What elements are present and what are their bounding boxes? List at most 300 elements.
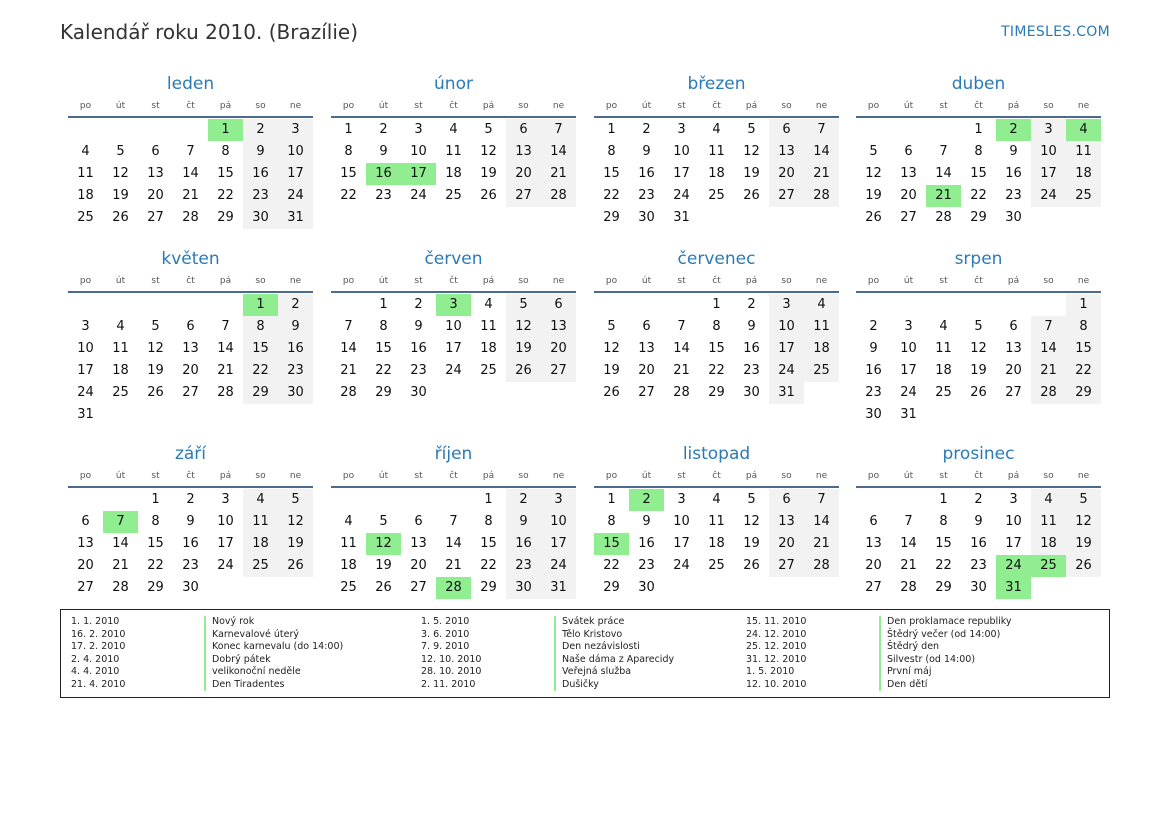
legend-holiday-name: Veřejná služba <box>562 666 632 677</box>
day-cell: 30 <box>182 580 199 595</box>
day-cell: 4 <box>449 122 458 137</box>
day-cell: 3 <box>278 119 313 141</box>
legend-holiday-name: Karnevalové úterý <box>212 628 299 640</box>
empty-cell <box>366 489 401 511</box>
month-7 <box>594 247 839 404</box>
day-cell: 17 <box>278 163 313 185</box>
day-cell: 27 <box>900 210 917 225</box>
month-name: únor <box>434 74 473 94</box>
day-cell: 13 <box>410 536 427 551</box>
day-cell: 18 <box>935 363 952 378</box>
day-cell: 17 <box>1005 536 1022 551</box>
day-cell: 16 <box>243 163 278 185</box>
day-cell: 5 <box>747 122 756 137</box>
day-cell: 18 <box>112 363 129 378</box>
day-cell: 13 <box>147 166 164 181</box>
legend-column <box>736 616 1087 691</box>
legend-date: 4. 4. 2010 <box>71 666 120 677</box>
holiday-color-marker <box>554 654 556 667</box>
empty-cell <box>138 294 173 316</box>
legend-row <box>411 641 762 654</box>
day-cell: 2 <box>186 492 195 507</box>
day-cell: 25 <box>243 555 278 577</box>
day-cell: 6 <box>186 319 195 334</box>
legend-row <box>411 629 762 642</box>
brand-logo-text[interactable]: TIMESLES.COM <box>1001 24 1110 40</box>
day-cell: 25 <box>112 385 129 400</box>
day-cell: 26 <box>112 210 129 225</box>
legend-row <box>736 616 1087 629</box>
day-cell: 3 <box>541 489 576 511</box>
day-cell: 23 <box>970 558 987 573</box>
legend-holiday-name: velikonoční neděle <box>212 666 301 677</box>
day-cell: 26 <box>147 385 164 400</box>
weekday-label: po <box>79 276 92 286</box>
day-cell: 17 <box>900 363 917 378</box>
holiday-color-marker <box>204 679 206 692</box>
day-cell: 4 <box>804 294 839 316</box>
month-1 <box>68 72 313 229</box>
holiday-color-marker <box>879 641 881 654</box>
day-grid <box>856 489 1101 599</box>
day-cell: 24 <box>278 185 313 207</box>
day-cell: 26 <box>865 210 882 225</box>
weekday-header <box>331 466 576 488</box>
holiday-day-cell: 12 <box>366 533 401 555</box>
weekday-label: ne <box>552 471 565 481</box>
day-cell: 20 <box>147 188 164 203</box>
day-cell: 27 <box>506 185 541 207</box>
legend-date: 28. 10. 2010 <box>421 666 482 677</box>
day-cell: 22 <box>603 188 620 203</box>
day-cell: 19 <box>743 536 760 551</box>
month-name: srpen <box>954 249 1003 269</box>
empty-cell <box>401 489 436 511</box>
weekday-label: pá <box>745 101 758 111</box>
empty-cell <box>856 489 891 511</box>
weekday-header <box>856 466 1101 488</box>
day-cell: 2 <box>974 492 983 507</box>
day-cell: 5 <box>278 489 313 511</box>
day-cell: 27 <box>410 580 427 595</box>
holiday-day-cell: 16 <box>366 163 401 185</box>
day-cell: 6 <box>642 319 651 334</box>
day-cell: 17 <box>673 166 690 181</box>
weekday-label: st <box>677 471 686 481</box>
month-name: červen <box>424 249 483 269</box>
weekday-label: po <box>605 101 618 111</box>
holiday-color-marker <box>554 641 556 654</box>
day-cell: 19 <box>603 363 620 378</box>
day-cell: 12 <box>603 341 620 356</box>
holiday-color-marker <box>879 654 881 667</box>
legend-row <box>61 666 412 679</box>
day-cell: 14 <box>340 341 357 356</box>
weekday-label: st <box>414 276 423 286</box>
day-cell: 7 <box>344 319 353 334</box>
day-cell: 21 <box>541 163 576 185</box>
weekday-label: so <box>781 101 792 111</box>
day-cell: 18 <box>1066 163 1101 185</box>
day-cell: 19 <box>278 533 313 555</box>
weekday-label: ne <box>1077 276 1090 286</box>
day-cell: 10 <box>410 144 427 159</box>
day-cell: 5 <box>869 144 878 159</box>
day-cell: 11 <box>708 144 725 159</box>
day-cell: 2 <box>379 122 388 137</box>
day-cell: 20 <box>900 188 917 203</box>
empty-cell <box>436 489 471 511</box>
day-cell: 11 <box>340 536 357 551</box>
day-cell: 25 <box>445 188 462 203</box>
day-grid <box>68 489 313 599</box>
day-cell: 30 <box>743 385 760 400</box>
legend-date: 7. 9. 2010 <box>421 641 470 652</box>
weekday-label: po <box>605 276 618 286</box>
day-cell: 26 <box>603 385 620 400</box>
day-cell: 28 <box>541 185 576 207</box>
legend-row <box>411 666 762 679</box>
day-cell: 22 <box>603 558 620 573</box>
weekday-label: pá <box>219 101 232 111</box>
day-cell: 7 <box>449 514 458 529</box>
day-cell: 8 <box>484 514 493 529</box>
day-cell: 28 <box>182 210 199 225</box>
day-cell: 12 <box>112 166 129 181</box>
legend-column <box>411 616 762 691</box>
day-cell: 7 <box>541 119 576 141</box>
legend-holiday-name: Dobrý pátek <box>212 653 271 665</box>
day-cell: 19 <box>743 166 760 181</box>
legend-row <box>736 629 1087 642</box>
day-cell: 9 <box>243 141 278 163</box>
day-cell: 14 <box>112 536 129 551</box>
day-cell: 13 <box>769 511 804 533</box>
day-cell: 3 <box>1009 492 1018 507</box>
weekday-header <box>856 96 1101 118</box>
day-cell: 20 <box>769 533 804 555</box>
holiday-day-cell: 15 <box>594 533 629 555</box>
day-cell: 26 <box>480 188 497 203</box>
day-cell: 21 <box>340 363 357 378</box>
month-2 <box>331 72 576 207</box>
holiday-color-marker <box>204 641 206 654</box>
legend-holiday-name: Silvestr (od 14:00) <box>887 653 976 665</box>
holiday-day-cell: 21 <box>926 185 961 207</box>
day-cell: 4 <box>712 492 721 507</box>
day-cell: 22 <box>480 558 497 573</box>
day-cell: 30 <box>278 382 313 404</box>
empty-cell <box>891 119 926 141</box>
empty-cell <box>594 294 629 316</box>
holiday-color-marker <box>554 666 556 679</box>
month-name: červenec <box>677 249 756 269</box>
day-cell: 13 <box>769 141 804 163</box>
day-cell: 8 <box>607 144 616 159</box>
day-cell: 29 <box>243 382 278 404</box>
weekday-header <box>68 271 313 293</box>
weekday-label: čt <box>449 471 458 481</box>
day-cell: 9 <box>869 341 878 356</box>
day-cell: 16 <box>743 341 760 356</box>
empty-cell <box>629 294 664 316</box>
day-cell: 26 <box>743 188 760 203</box>
day-cell: 3 <box>677 492 686 507</box>
day-cell: 30 <box>506 577 541 599</box>
weekday-label: út <box>115 276 126 286</box>
day-cell: 6 <box>81 514 90 529</box>
holiday-legend <box>60 609 1110 698</box>
day-grid <box>331 489 576 599</box>
legend-row <box>736 679 1087 692</box>
day-cell: 10 <box>673 514 690 529</box>
legend-row <box>61 641 412 654</box>
day-cell: 5 <box>506 294 541 316</box>
weekday-label: st <box>677 276 686 286</box>
legend-date: 24. 12. 2010 <box>746 628 807 640</box>
day-cell: 15 <box>375 341 392 356</box>
day-cell: 24 <box>769 360 804 382</box>
day-cell: 28 <box>217 385 234 400</box>
day-cell: 16 <box>278 338 313 360</box>
day-cell: 3 <box>414 122 423 137</box>
day-cell: 9 <box>379 144 388 159</box>
day-cell: 28 <box>900 580 917 595</box>
day-grid <box>68 294 313 426</box>
day-cell: 8 <box>712 319 721 334</box>
legend-holiday-name: Nový rok <box>212 616 255 627</box>
legend-row <box>411 654 762 667</box>
weekday-label: po <box>867 471 880 481</box>
day-cell: 12 <box>1066 511 1101 533</box>
legend-date: 1. 1. 2010 <box>71 616 120 627</box>
weekday-label: st <box>939 471 948 481</box>
day-cell: 14 <box>804 141 839 163</box>
legend-row <box>736 641 1087 654</box>
day-cell: 26 <box>375 580 392 595</box>
legend-row <box>61 616 412 629</box>
day-cell: 18 <box>804 338 839 360</box>
weekday-label: so <box>518 471 529 481</box>
legend-holiday-name: Den nezávislosti <box>562 641 640 652</box>
day-cell: 5 <box>116 144 125 159</box>
weekday-label: čt <box>712 276 721 286</box>
day-cell: 24 <box>673 188 690 203</box>
weekday-label: st <box>151 101 160 111</box>
day-cell: 29 <box>147 580 164 595</box>
weekday-label: út <box>115 101 126 111</box>
day-grid <box>68 119 313 229</box>
weekday-label: ne <box>552 276 565 286</box>
empty-cell <box>926 294 961 316</box>
day-cell: 26 <box>506 360 541 382</box>
day-cell: 22 <box>375 363 392 378</box>
day-cell: 30 <box>970 580 987 595</box>
weekday-label: ne <box>815 276 828 286</box>
day-cell: 17 <box>1031 163 1066 185</box>
weekday-label: pá <box>482 276 495 286</box>
day-cell: 19 <box>375 558 392 573</box>
legend-date: 25. 12. 2010 <box>746 641 807 652</box>
day-cell: 19 <box>865 188 882 203</box>
day-cell: 18 <box>77 188 94 203</box>
day-cell: 18 <box>1031 533 1066 555</box>
day-cell: 15 <box>1066 338 1101 360</box>
legend-holiday-name: Štědrý den <box>887 641 940 652</box>
day-cell: 20 <box>638 363 655 378</box>
weekday-label: st <box>677 101 686 111</box>
day-cell: 11 <box>804 316 839 338</box>
weekday-label: čt <box>974 471 983 481</box>
legend-row <box>736 666 1087 679</box>
month-6 <box>331 247 576 404</box>
weekday-label: st <box>151 276 160 286</box>
day-cell: 12 <box>865 166 882 181</box>
day-cell: 24 <box>541 555 576 577</box>
legend-row <box>411 616 762 629</box>
day-cell: 11 <box>480 319 497 334</box>
day-cell: 8 <box>607 514 616 529</box>
day-cell: 1 <box>607 122 616 137</box>
day-cell: 17 <box>445 341 462 356</box>
day-cell: 16 <box>410 341 427 356</box>
weekday-label: čt <box>712 471 721 481</box>
day-cell: 11 <box>1031 511 1066 533</box>
empty-cell <box>891 489 926 511</box>
holiday-day-cell: 25 <box>1031 555 1066 577</box>
weekday-label: po <box>605 471 618 481</box>
day-cell: 20 <box>541 338 576 360</box>
legend-holiday-name: Naše dáma z Aparecidy <box>562 653 675 665</box>
weekday-label: ne <box>1077 471 1090 481</box>
day-cell: 15 <box>935 536 952 551</box>
weekday-label: čt <box>449 101 458 111</box>
day-cell: 27 <box>1005 385 1022 400</box>
day-cell: 22 <box>340 188 357 203</box>
legend-holiday-name: Dušičky <box>562 678 599 690</box>
day-cell: 23 <box>375 188 392 203</box>
day-cell: 20 <box>865 558 882 573</box>
weekday-label: po <box>867 101 880 111</box>
day-cell: 2 <box>642 122 651 137</box>
day-cell: 28 <box>112 580 129 595</box>
weekday-label: út <box>903 101 914 111</box>
day-cell: 30 <box>865 407 882 422</box>
holiday-day-cell: 1 <box>208 119 243 141</box>
day-cell: 4 <box>712 122 721 137</box>
day-cell: 23 <box>243 185 278 207</box>
empty-cell <box>996 294 1031 316</box>
weekday-label: so <box>1043 276 1054 286</box>
day-cell: 6 <box>869 514 878 529</box>
legend-date: 1. 5. 2010 <box>421 616 470 627</box>
empty-cell <box>1031 294 1066 316</box>
day-cell: 9 <box>642 144 651 159</box>
page-title: Kalendář roku 2010. (Brazílie) <box>60 20 358 44</box>
month-3 <box>594 72 839 229</box>
weekday-label: út <box>115 471 126 481</box>
day-cell: 22 <box>970 188 987 203</box>
day-cell: 2 <box>506 489 541 511</box>
legend-date: 1. 5. 2010 <box>746 666 795 677</box>
month-name: září <box>174 444 207 464</box>
day-cell: 28 <box>804 555 839 577</box>
day-cell: 12 <box>480 144 497 159</box>
day-cell: 29 <box>935 580 952 595</box>
weekday-label: út <box>641 471 652 481</box>
empty-cell <box>208 294 243 316</box>
day-grid <box>856 119 1101 229</box>
day-cell: 11 <box>708 514 725 529</box>
day-cell: 28 <box>1031 382 1066 404</box>
day-cell: 21 <box>112 558 129 573</box>
holiday-day-cell: 2 <box>629 489 664 511</box>
day-cell: 26 <box>970 385 987 400</box>
weekday-label: út <box>641 276 652 286</box>
day-cell: 18 <box>708 166 725 181</box>
day-cell: 26 <box>743 558 760 573</box>
day-cell: 15 <box>970 166 987 181</box>
day-cell: 31 <box>278 207 313 229</box>
day-cell: 4 <box>243 489 278 511</box>
day-cell: 11 <box>243 511 278 533</box>
day-cell: 4 <box>81 144 90 159</box>
day-cell: 30 <box>638 210 655 225</box>
day-cell: 29 <box>970 210 987 225</box>
day-cell: 12 <box>147 341 164 356</box>
weekday-label: pá <box>745 276 758 286</box>
day-cell: 10 <box>1005 514 1022 529</box>
month-4 <box>856 72 1101 229</box>
month-9 <box>68 442 313 599</box>
empty-cell <box>138 119 173 141</box>
day-cell: 13 <box>1005 341 1022 356</box>
holiday-color-marker <box>879 666 881 679</box>
day-cell: 1 <box>939 492 948 507</box>
day-cell: 5 <box>974 319 983 334</box>
day-cell: 10 <box>1031 141 1066 163</box>
day-cell: 3 <box>1031 119 1066 141</box>
day-cell: 9 <box>1009 144 1018 159</box>
day-cell: 21 <box>900 558 917 573</box>
day-cell: 8 <box>221 144 230 159</box>
empty-cell <box>331 294 366 316</box>
day-cell: 24 <box>410 188 427 203</box>
day-cell: 13 <box>900 166 917 181</box>
legend-holiday-name: Štědrý večer (od 14:00) <box>887 628 1001 640</box>
day-grid <box>594 294 839 404</box>
day-cell: 11 <box>445 144 462 159</box>
day-cell: 17 <box>77 363 94 378</box>
day-cell: 6 <box>904 144 913 159</box>
weekday-header <box>856 271 1101 293</box>
day-cell: 1 <box>151 492 160 507</box>
weekday-header <box>331 96 576 118</box>
holiday-color-marker <box>879 679 881 692</box>
day-grid <box>331 119 576 207</box>
weekday-label: čt <box>449 276 458 286</box>
empty-cell <box>103 489 138 511</box>
day-cell: 6 <box>414 514 423 529</box>
holiday-day-cell: 24 <box>996 555 1031 577</box>
day-cell: 15 <box>340 166 357 181</box>
day-cell: 5 <box>379 514 388 529</box>
day-cell: 27 <box>769 555 804 577</box>
day-cell: 21 <box>804 533 839 555</box>
weekday-label: so <box>518 101 529 111</box>
day-cell: 11 <box>1066 141 1101 163</box>
day-cell: 9 <box>278 316 313 338</box>
